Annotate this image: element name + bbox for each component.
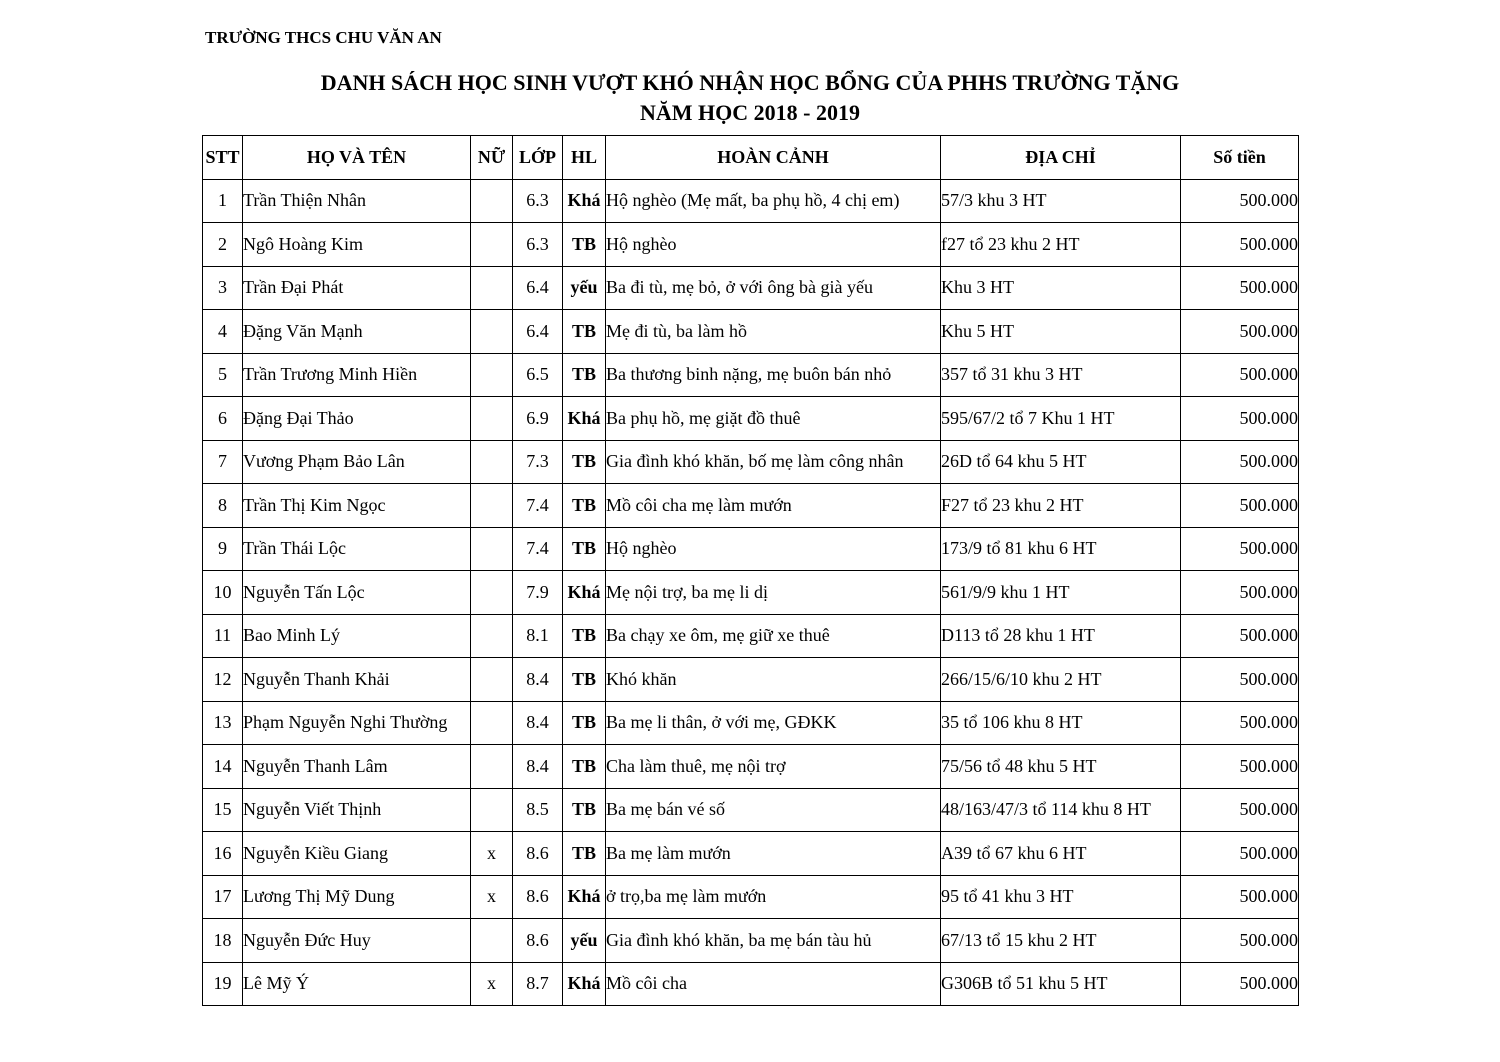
cell-amount: 500.000 — [1181, 788, 1299, 832]
cell-academic-rank: TB — [563, 832, 606, 876]
header-amount: Số tiền — [1181, 136, 1299, 180]
cell-circumstance: Ba chạy xe ôm, mẹ giữ xe thuê — [606, 614, 941, 658]
cell-address: A39 tổ 67 khu 6 HT — [941, 832, 1181, 876]
header-female: NỮ — [471, 136, 513, 180]
cell-name: Nguyễn Kiều Giang — [243, 832, 471, 876]
cell-class: 6.4 — [513, 310, 563, 354]
cell-address: 57/3 khu 3 HT — [941, 179, 1181, 223]
table-row — [203, 527, 1299, 571]
cell-academic-rank: Khá — [563, 571, 606, 615]
table-row — [203, 310, 1299, 354]
cell-class: 8.4 — [513, 745, 563, 789]
cell-amount: 500.000 — [1181, 397, 1299, 441]
cell-class: 6.3 — [513, 223, 563, 267]
cell-name: Lê Mỹ Ý — [243, 962, 471, 1006]
cell-class: 8.7 — [513, 962, 563, 1006]
cell-stt: 6 — [203, 397, 243, 441]
cell-academic-rank: TB — [563, 658, 606, 702]
table-row — [203, 962, 1299, 1006]
cell-female — [471, 266, 513, 310]
cell-stt: 15 — [203, 788, 243, 832]
cell-name: Nguyễn Viết Thịnh — [243, 788, 471, 832]
cell-name: Trần Trương Minh Hiền — [243, 353, 471, 397]
cell-address: 266/15/6/10 khu 2 HT — [941, 658, 1181, 702]
header-address: ĐỊA CHỈ — [941, 136, 1181, 180]
table-row — [203, 658, 1299, 702]
cell-academic-rank: TB — [563, 310, 606, 354]
cell-amount: 500.000 — [1181, 353, 1299, 397]
cell-name: Trần Thiện Nhân — [243, 179, 471, 223]
cell-address: 595/67/2 tổ 7 Khu 1 HT — [941, 397, 1181, 441]
header-name: HỌ VÀ TÊN — [243, 136, 471, 180]
table-row — [203, 484, 1299, 528]
cell-female — [471, 788, 513, 832]
cell-female: x — [471, 875, 513, 919]
cell-academic-rank: TB — [563, 745, 606, 789]
header-class: LỚP — [513, 136, 563, 180]
cell-academic-rank: TB — [563, 527, 606, 571]
cell-class: 6.5 — [513, 353, 563, 397]
cell-academic-rank: TB — [563, 614, 606, 658]
cell-amount: 500.000 — [1181, 571, 1299, 615]
cell-stt: 11 — [203, 614, 243, 658]
cell-amount: 500.000 — [1181, 223, 1299, 267]
cell-amount: 500.000 — [1181, 440, 1299, 484]
cell-name: Ngô Hoàng Kim — [243, 223, 471, 267]
cell-class: 6.3 — [513, 179, 563, 223]
cell-name: Bao Minh Lý — [243, 614, 471, 658]
table-row — [203, 701, 1299, 745]
cell-circumstance: Gia đình khó khăn, bố mẹ làm công nhân — [606, 440, 941, 484]
header-academic-rank: HL — [563, 136, 606, 180]
cell-address: 35 tổ 106 khu 8 HT — [941, 701, 1181, 745]
cell-female — [471, 527, 513, 571]
cell-academic-rank: yếu — [563, 266, 606, 310]
cell-circumstance: Ba đi tù, mẹ bỏ, ở với ông bà già yếu — [606, 266, 941, 310]
cell-name: Nguyễn Thanh Lâm — [243, 745, 471, 789]
cell-class: 8.6 — [513, 832, 563, 876]
table-row — [203, 397, 1299, 441]
cell-class: 6.4 — [513, 266, 563, 310]
cell-address: F27 tổ 23 khu 2 HT — [941, 484, 1181, 528]
cell-circumstance: Ba mẹ bán vé số — [606, 788, 941, 832]
cell-class: 7.3 — [513, 440, 563, 484]
cell-academic-rank: TB — [563, 223, 606, 267]
cell-address: 67/13 tổ 15 khu 2 HT — [941, 919, 1181, 963]
table-row — [203, 919, 1299, 963]
table-row — [203, 614, 1299, 658]
cell-female — [471, 919, 513, 963]
cell-class: 8.6 — [513, 919, 563, 963]
cell-female — [471, 179, 513, 223]
table-row — [203, 832, 1299, 876]
cell-circumstance: Ba mẹ li thân, ở với mẹ, GĐKK — [606, 701, 941, 745]
cell-name: Trần Thị Kim Ngọc — [243, 484, 471, 528]
cell-stt: 2 — [203, 223, 243, 267]
header-stt: STT — [203, 136, 243, 180]
table-row — [203, 440, 1299, 484]
cell-class: 8.4 — [513, 658, 563, 702]
cell-address: 173/9 tổ 81 khu 6 HT — [941, 527, 1181, 571]
cell-female: x — [471, 962, 513, 1006]
cell-amount: 500.000 — [1181, 484, 1299, 528]
cell-academic-rank: Khá — [563, 179, 606, 223]
cell-stt: 5 — [203, 353, 243, 397]
school-name: TRƯỜNG THCS CHU VĂN AN — [205, 28, 442, 47]
cell-stt: 9 — [203, 527, 243, 571]
cell-stt: 4 — [203, 310, 243, 354]
cell-amount: 500.000 — [1181, 919, 1299, 963]
cell-class: 7.4 — [513, 484, 563, 528]
cell-address: 357 tổ 31 khu 3 HT — [941, 353, 1181, 397]
cell-amount: 500.000 — [1181, 745, 1299, 789]
cell-class: 8.6 — [513, 875, 563, 919]
cell-stt: 1 — [203, 179, 243, 223]
cell-amount: 500.000 — [1181, 962, 1299, 1006]
cell-class: 8.4 — [513, 701, 563, 745]
cell-address: D113 tổ 28 khu 1 HT — [941, 614, 1181, 658]
table-row — [203, 745, 1299, 789]
cell-name: Nguyễn Đức Huy — [243, 919, 471, 963]
cell-academic-rank: TB — [563, 440, 606, 484]
cell-stt: 19 — [203, 962, 243, 1006]
cell-amount: 500.000 — [1181, 832, 1299, 876]
header-row — [203, 136, 1299, 180]
cell-address: 48/163/47/3 tổ 114 khu 8 HT — [941, 788, 1181, 832]
cell-circumstance: Hộ nghèo — [606, 223, 941, 267]
cell-academic-rank: Khá — [563, 397, 606, 441]
cell-name: Nguyễn Thanh Khải — [243, 658, 471, 702]
table-row — [203, 266, 1299, 310]
cell-address: Khu 3 HT — [941, 266, 1181, 310]
cell-stt: 8 — [203, 484, 243, 528]
cell-academic-rank: TB — [563, 788, 606, 832]
cell-amount: 500.000 — [1181, 527, 1299, 571]
cell-female — [471, 223, 513, 267]
cell-female — [471, 614, 513, 658]
cell-amount: 500.000 — [1181, 310, 1299, 354]
cell-address: G306B tổ 51 khu 5 HT — [941, 962, 1181, 1006]
cell-academic-rank: TB — [563, 701, 606, 745]
table-row — [203, 179, 1299, 223]
cell-circumstance: Gia đình khó khăn, ba mẹ bán tàu hủ — [606, 919, 941, 963]
table-row — [203, 353, 1299, 397]
cell-amount: 500.000 — [1181, 614, 1299, 658]
cell-stt: 3 — [203, 266, 243, 310]
cell-academic-rank: TB — [563, 353, 606, 397]
cell-circumstance: Mồ côi cha — [606, 962, 941, 1006]
cell-amount: 500.000 — [1181, 658, 1299, 702]
cell-circumstance: Ba phụ hồ, mẹ giặt đồ thuê — [606, 397, 941, 441]
cell-name: Vương Phạm Bảo Lân — [243, 440, 471, 484]
cell-address: f27 tổ 23 khu 2 HT — [941, 223, 1181, 267]
cell-amount: 500.000 — [1181, 266, 1299, 310]
cell-stt: 17 — [203, 875, 243, 919]
cell-stt: 18 — [203, 919, 243, 963]
cell-name: Phạm Nguyễn Nghi Thường — [243, 701, 471, 745]
cell-class: 7.4 — [513, 527, 563, 571]
cell-address: 26D tổ 64 khu 5 HT — [941, 440, 1181, 484]
cell-female: x — [471, 832, 513, 876]
cell-name: Đặng Văn Mạnh — [243, 310, 471, 354]
cell-address: 95 tổ 41 khu 3 HT — [941, 875, 1181, 919]
cell-stt: 16 — [203, 832, 243, 876]
cell-female — [471, 353, 513, 397]
cell-female — [471, 310, 513, 354]
cell-name: Nguyễn Tấn Lộc — [243, 571, 471, 615]
cell-academic-rank: yếu — [563, 919, 606, 963]
cell-female — [471, 484, 513, 528]
cell-circumstance: Cha làm thuê, mẹ nội trợ — [606, 745, 941, 789]
cell-amount: 500.000 — [1181, 875, 1299, 919]
cell-female — [471, 397, 513, 441]
cell-name: Lương Thị Mỹ Dung — [243, 875, 471, 919]
cell-circumstance: Hộ nghèo — [606, 527, 941, 571]
cell-female — [471, 571, 513, 615]
cell-circumstance: Mẹ nội trợ, ba mẹ li dị — [606, 571, 941, 615]
cell-address: 561/9/9 khu 1 HT — [941, 571, 1181, 615]
cell-female — [471, 745, 513, 789]
cell-class: 7.9 — [513, 571, 563, 615]
cell-name: Trần Thái Lộc — [243, 527, 471, 571]
cell-name: Trần Đại Phát — [243, 266, 471, 310]
cell-address: Khu 5 HT — [941, 310, 1181, 354]
cell-circumstance: Ba mẹ làm mướn — [606, 832, 941, 876]
cell-class: 8.1 — [513, 614, 563, 658]
cell-amount: 500.000 — [1181, 701, 1299, 745]
school-year-title: NĂM HỌC 2018 - 2019 — [640, 100, 860, 125]
document-title: DANH SÁCH HỌC SINH VƯỢT KHÓ NHẬN HỌC BỔNG CỦA PHHS TRƯỜNG TẶNG — [320, 70, 1180, 95]
table-row — [203, 571, 1299, 615]
cell-class: 6.9 — [513, 397, 563, 441]
cell-stt: 12 — [203, 658, 243, 702]
cell-academic-rank: Khá — [563, 962, 606, 1006]
cell-class: 8.5 — [513, 788, 563, 832]
cell-female — [471, 440, 513, 484]
cell-circumstance: Mồ côi cha mẹ làm mướn — [606, 484, 941, 528]
cell-circumstance: Khó khăn — [606, 658, 941, 702]
cell-address: 75/56 tổ 48 khu 5 HT — [941, 745, 1181, 789]
cell-female — [471, 658, 513, 702]
cell-academic-rank: TB — [563, 484, 606, 528]
cell-circumstance: Ba thương binh nặng, mẹ buôn bán nhỏ — [606, 353, 941, 397]
cell-stt: 10 — [203, 571, 243, 615]
cell-stt: 13 — [203, 701, 243, 745]
cell-circumstance: Mẹ đi tù, ba làm hồ — [606, 310, 941, 354]
cell-circumstance: ở trọ,ba mẹ làm mướn — [606, 875, 941, 919]
cell-circumstance: Hộ nghèo (Mẹ mất, ba phụ hồ, 4 chị em) — [606, 179, 941, 223]
table-row — [203, 875, 1299, 919]
cell-academic-rank: Khá — [563, 875, 606, 919]
cell-name: Đặng Đại Thảo — [243, 397, 471, 441]
table-row — [203, 223, 1299, 267]
scholarship-table — [202, 135, 1299, 1006]
header-circumstance: HOÀN CẢNH — [606, 136, 941, 180]
cell-stt: 7 — [203, 440, 243, 484]
cell-female — [471, 701, 513, 745]
table-row — [203, 788, 1299, 832]
cell-amount: 500.000 — [1181, 179, 1299, 223]
cell-stt: 14 — [203, 745, 243, 789]
